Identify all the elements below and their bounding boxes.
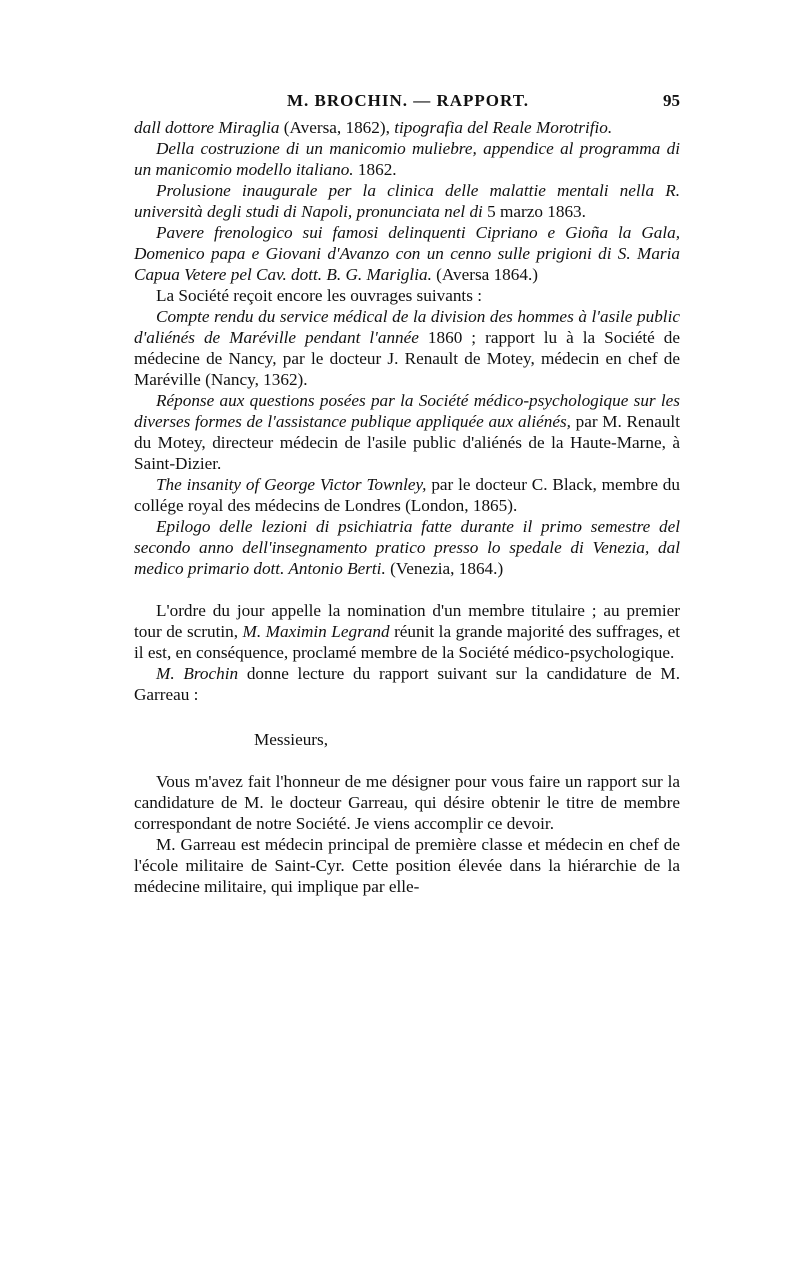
work-entry [134, 516, 680, 579]
work-entry [134, 390, 680, 474]
bibliography-entry [134, 222, 680, 285]
running-head: M. BROCHIN. — RAPPORT. [286, 91, 530, 110]
page-number: 95 [663, 91, 680, 110]
work-title: Epilogo delle lezioni di psichiatria fatte durante il primo semestre del secondo anno dell'insegnamento pratico presso lo spedale di Venezia, dal medico primario dott. Antonio Berti. [134, 517, 680, 578]
bibliography-entry [134, 117, 680, 138]
entry-detail: (Aversa, 1862), [279, 118, 395, 137]
work-title: Compte rendu du service médical de la division des hommes à l'asile public d'aliénés de Maréville pendant l'année [134, 307, 680, 347]
work-entry [134, 474, 680, 516]
bibliography-entry [134, 138, 680, 180]
entry-title: Prolusione inaugurale per la clinica delle malattie mentali nella R. università degli studi di Napoli, pronunciata nel di [134, 181, 680, 221]
page-header [136, 90, 680, 116]
entry-title: Pavere frenologico sui famosi delinquenti Cipriano e Gioña la Gala, Domenico papa e Giovani d'Avanzo con un cenno sulle prigioni di S. Maria Capua Vetere pel Cav. dott. B. G. Mariglia. [134, 223, 680, 284]
work-detail: (Venezia, 1864.) [385, 559, 504, 578]
entry-detail: 1862. [353, 160, 397, 179]
election-text-2: réunit la grande majorité des suffrages, et il est, en conséquence, proclamé membre de la Société médico-psychologique. [134, 622, 680, 662]
work-detail: par M. Renault du Motey, directeur médecin de l'asile public d'aliénés de la Haute-Marne, à Saint-Dizier. [134, 412, 680, 473]
entry-detail: (Aversa 1864.) [431, 265, 538, 284]
body-text [134, 117, 680, 897]
entry-title: Della costruzione di un manicomio muliebre, appendice al programma di un manicomio modello italiano. [134, 139, 680, 179]
lecture-text: donne lecture du rapport suivant sur la candidature de M. Garreau : [134, 664, 680, 704]
bibliography-entry [134, 180, 680, 222]
work-title: The insanity of George Victor Townley, [156, 475, 427, 494]
entry-detail: 5 marzo 1863. [482, 202, 586, 221]
election-paragraph [134, 600, 680, 663]
work-detail: 1860 ; rapport lu à la Société de médecine de Nancy, par le docteur J. Renault de Motey, médecin en chef de Maréville (Nancy, 1362). [134, 328, 680, 389]
reporter-name: M. Brochin [156, 664, 239, 683]
work-entry [134, 306, 680, 390]
elected-member-name: M. Maximin Legrand [242, 622, 390, 641]
lecture-paragraph [134, 663, 680, 705]
report-paragraph: Vous m'avez fait l'honneur de me désigner pour vous faire un rapport sur la candidature de M. le docteur Garreau, qui désire obtenir le titre de membre correspondant de notre Société. Je viens accomplir ce devoir. [134, 772, 680, 833]
receives-intro: La Société reçoit encore les ouvrages suivants : [156, 286, 482, 305]
entry-title: dall dottore Miraglia [134, 118, 280, 137]
report-paragraph: M. Garreau est médecin principal de première classe et médecin en chef de l'école militaire de Saint-Cyr. Cette position élevée dans la hiérarchie de la médecine militaire, qui implique par elle- [134, 835, 680, 896]
work-detail: par le docteur C. Black, membre du collége royal des médecins de Londres (London, 1865). [134, 475, 680, 515]
election-text-1: L'ordre du jour appelle la nomination d'un membre titulaire ; au premier tour de scrutin, [134, 601, 680, 641]
work-title: Réponse aux questions posées par la Société médico-psychologique sur les diverses formes de l'assistance publique appliquée aux aliénés, [134, 391, 680, 431]
salutation: Messieurs, [254, 730, 328, 749]
entry-publisher: tipografia del Reale Morotrifio. [394, 118, 613, 137]
